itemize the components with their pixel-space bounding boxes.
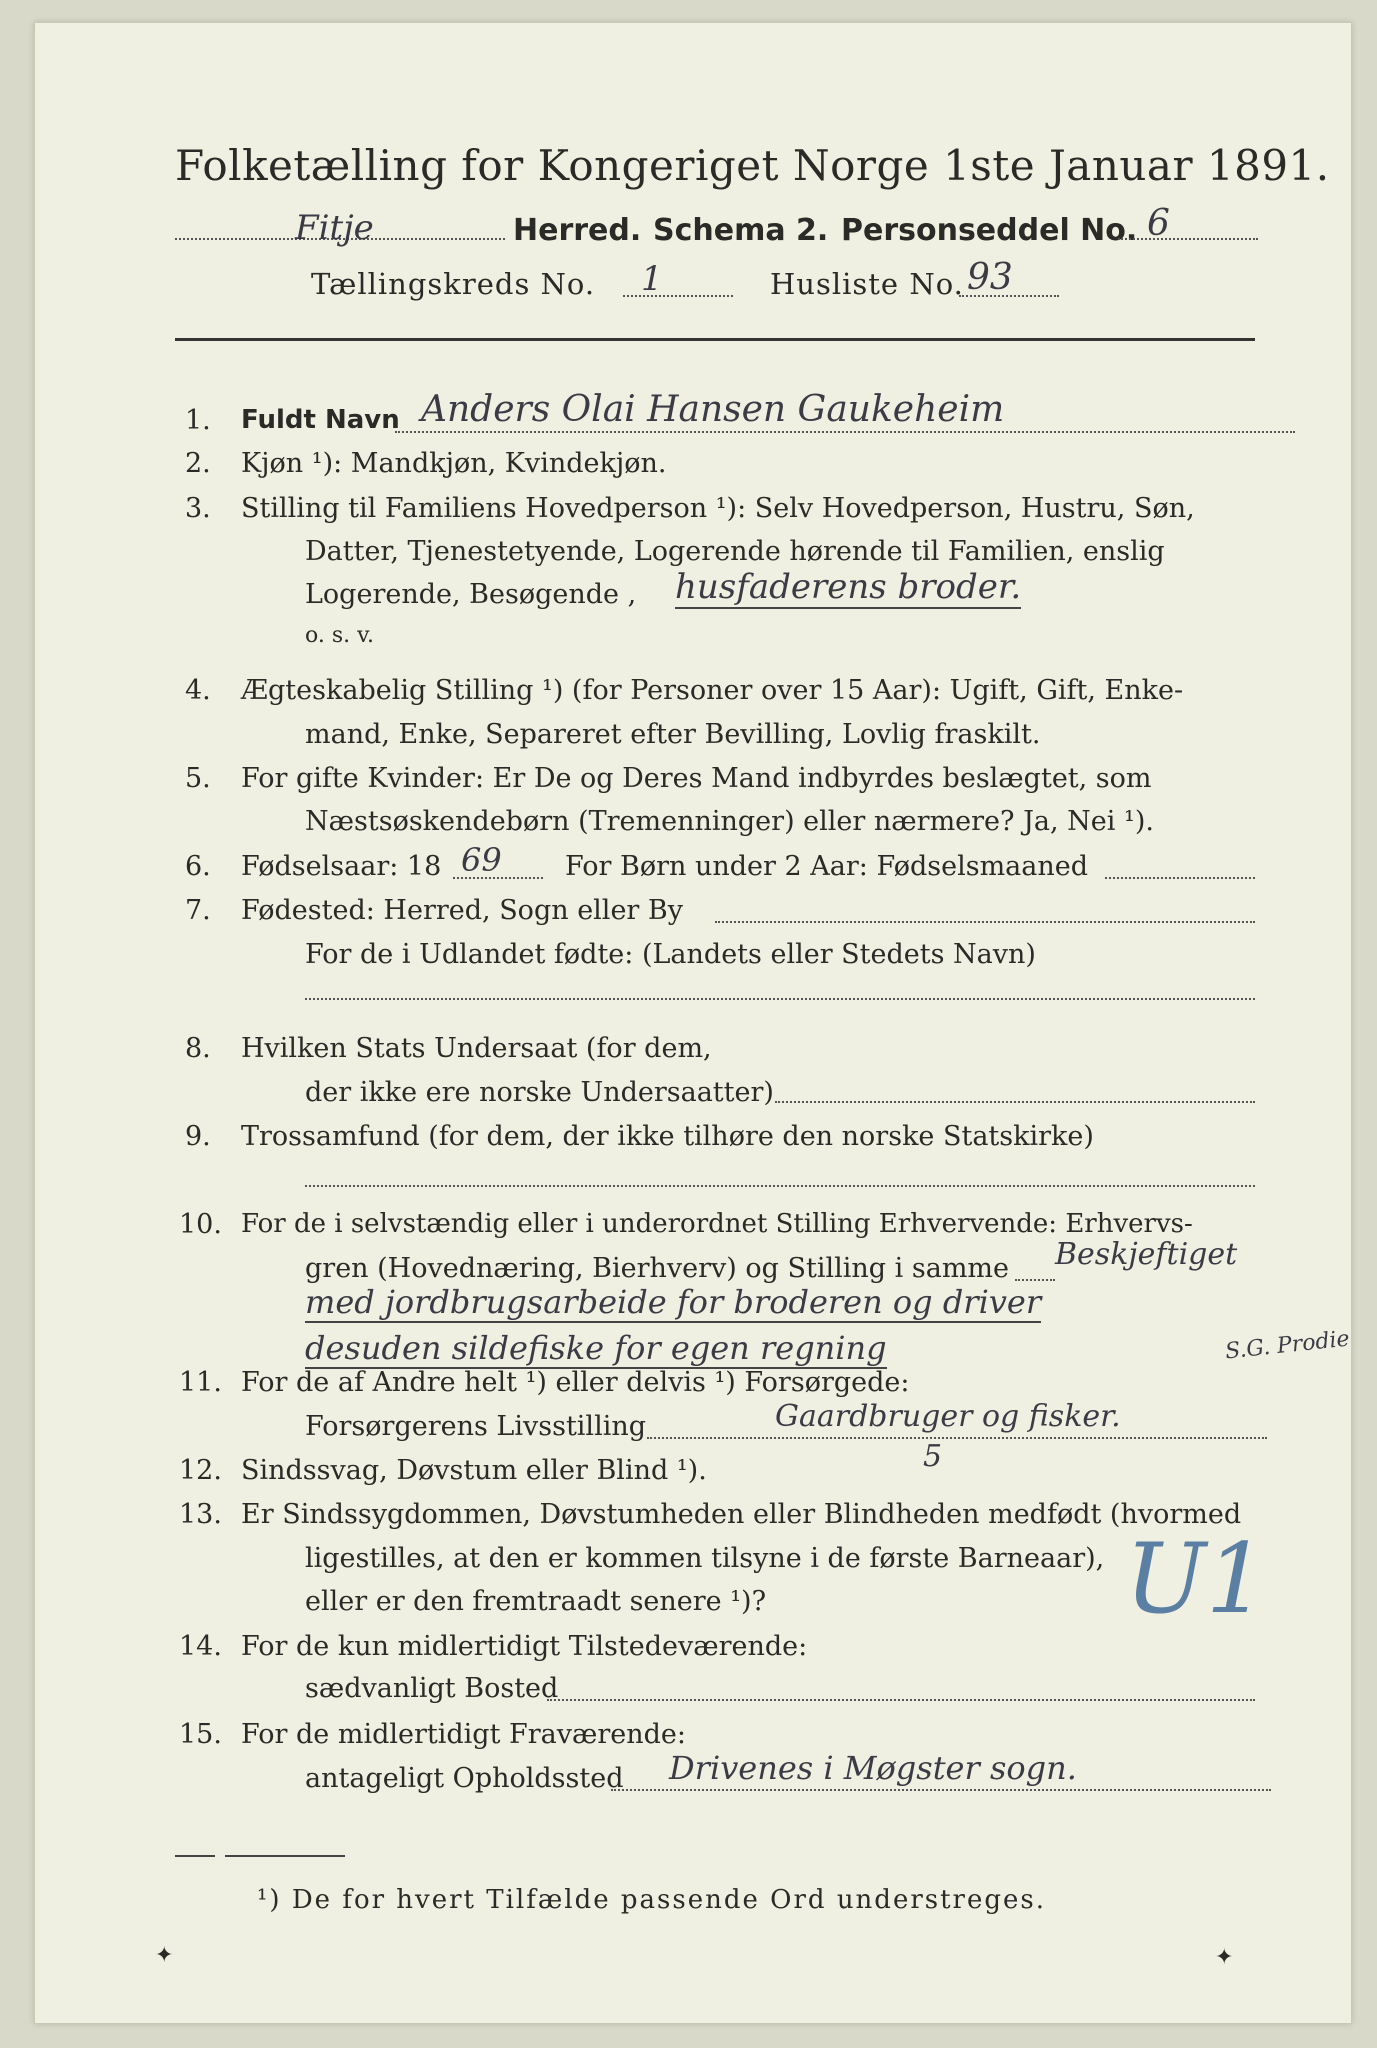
q15-line2: antageligt Opholdssted: [305, 1763, 624, 1794]
q4-line1: Ægteskabelig Stilling ¹) (for Personer over 15 Aar): Ugift, Gift, Enke-: [241, 675, 1184, 706]
q9-dots: [305, 1185, 1255, 1187]
q14-number: 14.: [179, 1631, 222, 1662]
q6-dots-2: [1105, 877, 1255, 879]
q9-number: 9.: [185, 1121, 211, 1152]
q14-line1: For de kun midlertidigt Tilstedeværende:: [241, 1631, 808, 1662]
q3-line1: Stilling til Familiens Hovedperson ¹): Selv Hovedperson, Hustru, Søn,: [241, 493, 1195, 524]
q10-answer-line3: desuden sildefiske for egen regning: [305, 1329, 887, 1367]
header-rule: [175, 338, 1255, 341]
q3-line4: o. s. v.: [305, 623, 374, 648]
q5-line2: Næstsøskendebørn (Tremenninger) eller nærmere? Ja, Nei ¹).: [305, 806, 1154, 837]
q14-dots: [547, 1699, 1255, 1701]
footnote: ¹) De for hvert Tilfælde passende Ord understreges.: [257, 1885, 1047, 1915]
q1-answer: Anders Olai Hansen Gaukeheim: [421, 389, 1005, 430]
personseddel-dots: [1118, 238, 1258, 240]
q1-label: Fuldt Navn: [241, 405, 400, 435]
q10-answer-note: S.G. Prodie: [1224, 1326, 1351, 1365]
q6-label: Fødselsaar: 18: [241, 851, 442, 882]
q2-number: 2.: [185, 448, 211, 479]
q2-label: Kjøn ¹): Mandkjøn, Kvindekjøn.: [241, 448, 667, 479]
herred-label: Herred.: [513, 213, 642, 248]
q6-answer: 69: [461, 841, 502, 879]
q8-line2: der ikke ere norske Undersaatter): [305, 1077, 774, 1108]
q4-number: 4.: [185, 675, 211, 706]
q8-dots: [775, 1101, 1255, 1103]
q6-number: 6.: [185, 851, 211, 882]
taellingskreds-label: Tællingskreds No.: [311, 267, 596, 301]
corner-mark-left: ✦: [155, 1943, 174, 1968]
q4-line2: mand, Enke, Separeret efter Bevilling, Lovlig fraskilt.: [305, 719, 1041, 750]
herred-value: Fitje: [295, 208, 374, 248]
q12-line1: Sindssvag, Døvstum eller Blind ¹).: [241, 1455, 707, 1486]
q3-line3: Logerende, Besøgende ,: [305, 579, 637, 610]
q15-line1: For de midlertidigt Fraværende:: [241, 1719, 687, 1750]
q1-number: 1.: [185, 405, 211, 436]
husliste-value: 93: [967, 257, 1013, 298]
q1-dots: [395, 431, 1295, 433]
q15-number: 15.: [179, 1719, 222, 1750]
corner-mark-right: ✦: [1215, 1945, 1234, 1970]
q7-line2: For de i Udlandet fødte: (Landets eller Stedets Navn): [305, 939, 1036, 970]
q11-line2: Forsørgerens Livsstilling: [305, 1411, 647, 1442]
q3-line2: Datter, Tjenestetyende, Logerende hørende til Familien, enslig: [305, 536, 1165, 567]
q10-line2: gren (Hovednæring, Bierhverv) og Stilling i samme: [305, 1253, 1010, 1284]
q15-answer: Drivenes i Møgster sogn.: [669, 1749, 1077, 1787]
q7-dots: [715, 921, 1255, 923]
husliste-label: Husliste No.: [770, 267, 964, 301]
q10-answer-line1: Beskjeftiget: [1055, 1237, 1238, 1272]
census-form-sheet: [34, 22, 1352, 2024]
q11-number: 11.: [179, 1367, 222, 1398]
q11-line1: For de af Andre helt ¹) eller delvis ¹) Forsørgede:: [241, 1367, 910, 1398]
q5-line1: For gifte Kvinder: Er De og Deres Mand indbyrdes beslægtet, som: [241, 763, 1152, 794]
form-title: Folketælling for Kongeriget Norge 1ste Januar 1891.: [175, 141, 1330, 190]
q13-number: 13.: [179, 1499, 222, 1530]
personseddel-value: 6: [1147, 203, 1170, 244]
q9-line1: Trossamfund (for dem, der ikke tilhøre den norske Statskirke): [241, 1121, 1094, 1152]
q12-number: 12.: [179, 1455, 222, 1486]
q10-dots: [1015, 1279, 1055, 1281]
q13-blue-mark: U1: [1125, 1523, 1267, 1635]
q8-line1: Hvilken Stats Undersaat (for dem,: [241, 1033, 712, 1064]
q13-line1: Er Sindssygdommen, Døvstumheden eller Blindheden medfødt (hvormed: [241, 1499, 1242, 1530]
q11-mark: 5: [923, 1439, 943, 1474]
personseddel-label: Personseddel No.: [841, 213, 1138, 248]
schema-label: Schema 2.: [653, 213, 829, 248]
q10-answer-line2: med jordbrugsarbeide for broderen og driver: [305, 1283, 1042, 1321]
q11-dots: [647, 1437, 1267, 1439]
q13-line3: eller er den fremtraadt senere ¹)?: [305, 1586, 767, 1617]
taellingskreds-value: 1: [641, 259, 663, 299]
q11-answer: Gaardbruger og fisker.: [775, 1399, 1121, 1434]
q7-number: 7.: [185, 895, 211, 926]
q15-dots: [611, 1789, 1271, 1791]
q10-line1: For de i selvstændig eller i underordnet Stilling Erhvervende: Erhvervs-: [241, 1209, 1193, 1239]
taellingskreds-dots: [623, 295, 733, 297]
q3-number: 3.: [185, 493, 211, 524]
footnote-rule-2: [225, 1855, 345, 1857]
q7-dots-2: [305, 998, 1255, 1000]
footnote-rule-1: [175, 1855, 215, 1857]
q7-line1: Fødested: Herred, Sogn eller By: [241, 895, 684, 926]
q10-number: 10.: [179, 1209, 222, 1240]
q13-line2: ligestilles, at den er kommen tilsyne i de første Barneaar),: [305, 1543, 1105, 1574]
q8-number: 8.: [185, 1033, 211, 1064]
q3-answer: husfaderens broder.: [675, 567, 1022, 607]
q6-rest: For Børn under 2 Aar: Fødselsmaaned: [565, 851, 1089, 882]
q5-number: 5.: [185, 763, 211, 794]
q14-line2: sædvanligt Bosted: [305, 1673, 559, 1704]
